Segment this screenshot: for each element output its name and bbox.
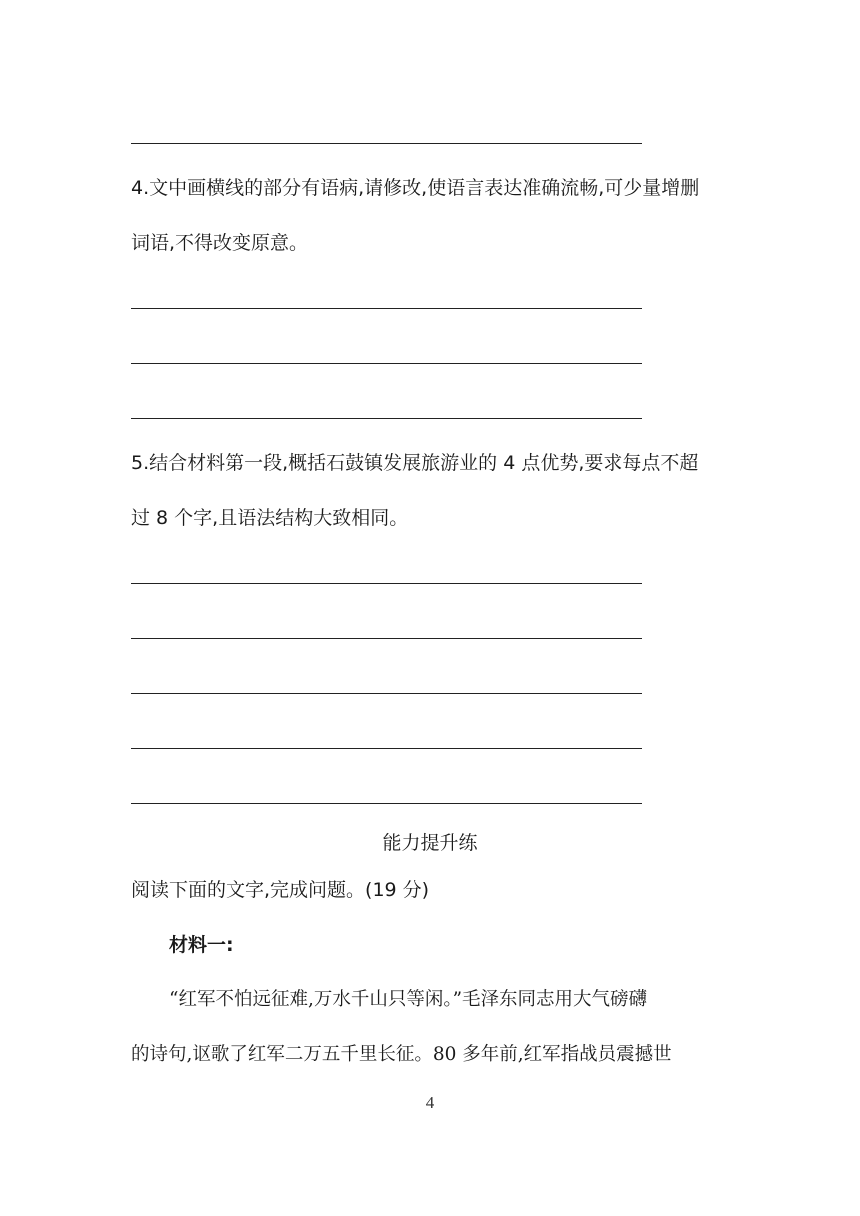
- question-4-text-line-1: 4.文中画横线的部分有语病,请修改,使语言表达准确流畅,可少量增删: [131, 177, 700, 199]
- question-4-text-line-2: 词语,不得改变原意。: [131, 232, 309, 254]
- question-5-text-line-1: 5.结合材料第一段,概括石鼓镇发展旅游业的 4 点优势,要求每点不超: [131, 452, 699, 474]
- answer-line: [131, 748, 642, 749]
- answer-line: [131, 583, 642, 584]
- answer-line: [131, 143, 642, 144]
- section-instruction: 阅读下面的文字,完成问题。(19 分): [131, 879, 430, 901]
- question-5-text-line-2: 过 8 个字,且语法结构大致相同。: [131, 507, 409, 529]
- material-label: 材料一:: [169, 934, 234, 956]
- page-number: 4: [425, 1093, 435, 1112]
- material-paragraph-line-2: 的诗句,讴歌了红军二万五千里长征。80 多年前,红军指战员震撼世: [131, 1044, 672, 1065]
- answer-line: [131, 363, 642, 364]
- answer-line: [131, 418, 642, 419]
- section-title: 能力提升练: [382, 832, 478, 854]
- answer-line: [131, 803, 642, 804]
- answer-line: [131, 308, 642, 309]
- material-paragraph-line-1: “红军不怕远征难,万水千山只等闲。”毛泽东同志用大气磅礴: [169, 989, 648, 1010]
- answer-line: [131, 693, 642, 694]
- answer-line: [131, 638, 642, 639]
